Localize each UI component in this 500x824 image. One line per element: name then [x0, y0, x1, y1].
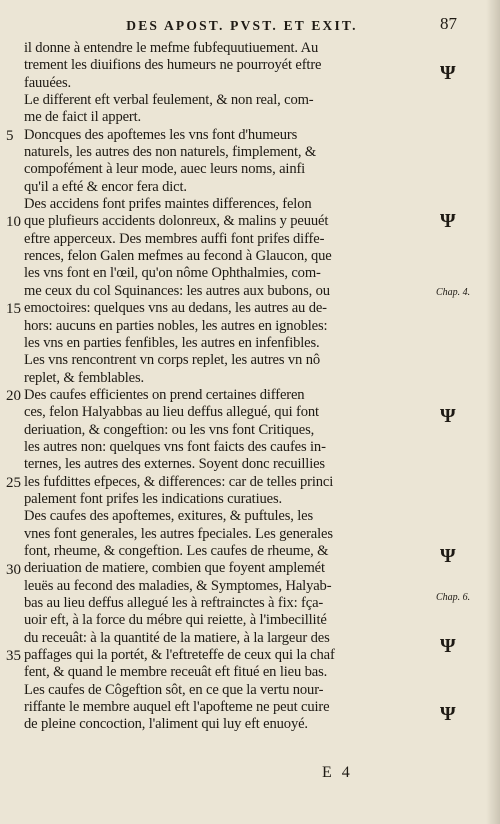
- paragraph-mark-icon: Ψ: [440, 210, 456, 232]
- text-line: qu'il a efté & encor fera dict.: [24, 178, 187, 195]
- text-line: me de faict il appert.: [24, 109, 142, 126]
- text-line: les autres non: quelques vns font faicts des caufes in-: [24, 438, 326, 455]
- paragraph-mark-icon: Ψ: [440, 703, 456, 725]
- text-line: paffages qui la portét, & l'eftreteffe de ceux qui la chaf: [24, 647, 335, 664]
- text-line: que plufieurs accidents dolonreux, & malins y peuuét: [24, 213, 329, 230]
- text-line: compofément à leur mode, auec leurs noms, ainfi: [24, 161, 306, 178]
- text-line: Le different eft verbal feulement, & non real, com-: [24, 92, 314, 109]
- text-line: du receuât: à la quantité de la matiere, à la largeur des: [24, 629, 330, 646]
- text-line: naturels, les autres des non naturels, fimplement, &: [24, 144, 317, 161]
- line-number: 10: [6, 214, 21, 230]
- text-line: eftre apperceux. Des membres auffi font prifes diffe-: [24, 230, 325, 247]
- text-line: vnes font generales, les autres fpeciales. Les generales: [24, 525, 333, 542]
- paragraph-mark-icon: Ψ: [440, 545, 456, 567]
- text-line: Doncques des apoftemes les vns font d'humeurs: [24, 126, 298, 143]
- text-line: emoctoires: quelques vns au dedans, les autres au de-: [24, 300, 327, 317]
- page-number: 87: [440, 14, 457, 33]
- text-line: leuës au fecond des maladies, & Symptomes, Halyab-: [24, 577, 332, 594]
- text-line: fent, & quand le membre receuât eft fitué en lieu bas.: [24, 664, 328, 681]
- text-line: fauuées.: [24, 74, 72, 91]
- paragraph-mark-icon: Ψ: [440, 405, 456, 427]
- text-line: bas au lieu deffus allegué les à reftrainctes à fix: fça-: [24, 595, 324, 611]
- text-line: replet, & femblables.: [24, 369, 145, 386]
- text-line: ces, felon Halyabbas au lieu deffus allegué, qui font: [24, 404, 319, 421]
- text-line: les vns en parties fenfibles, les autres en infenfibles.: [24, 334, 320, 351]
- line-number: 20: [6, 388, 21, 404]
- text-line: hors: aucuns en parties nobles, les autres en ignobles:: [24, 317, 328, 334]
- text-line: Des accidens font prifes maintes differences, felon: [24, 196, 312, 213]
- text-line: Des caufes des apoftemes, exitures, & puftules, les: [24, 508, 313, 525]
- text-line: deriuation, & congeftion: ou les vns font Critiques,: [24, 421, 315, 438]
- text-line: de pleine concoction, l'aliment qui luy eft enuoyé.: [24, 716, 308, 733]
- text-line: deriuation de matiere, combien que foyent amplemét: [24, 560, 325, 577]
- signature-mark: E 4: [322, 764, 353, 781]
- paragraph-mark-icon: Ψ: [440, 62, 456, 84]
- margin-note-chapter: Chap. 4.: [436, 287, 471, 298]
- line-number: 35: [6, 648, 21, 664]
- text-line: uoir eft, à la force du mébre qui reiette, à l'imbecillité: [24, 612, 327, 629]
- text-line: Les vns rencontrent vn corps replet, les autres vn nô: [24, 352, 320, 369]
- running-title: DES APOST. PVST. ET EXIT.: [126, 18, 358, 33]
- line-number: 25: [6, 475, 21, 491]
- text-line: Les caufes de Côgeftion sôt, en ce que la vertu nour-: [24, 681, 324, 698]
- text-line: rences, felon Galen mefmes au fecond à Glaucon, que: [24, 248, 332, 265]
- margin-note-chapter: Chap. 6.: [436, 592, 471, 603]
- paragraph-mark-icon: Ψ: [440, 635, 456, 657]
- text-line: les vns font en l'œil, qu'on nôme Ophthalmies, com-: [24, 265, 321, 282]
- text-line: Des caufes efficientes on prend certaines differen: [24, 386, 305, 403]
- line-number: 30: [6, 562, 21, 578]
- text-line: me ceux du col Squinances: les autres aux bubons, ou: [24, 282, 330, 299]
- text-line: palement font prifes les indications curatiues.: [24, 490, 282, 507]
- text-line: font, rheume, & congeftion. Les caufes de rheume, &: [24, 542, 329, 559]
- text-body: [24, 40, 432, 734]
- page-edge-shadow: [486, 0, 500, 824]
- text-line: ternes, les autres des externes. Soyent donc recuillies: [24, 456, 325, 473]
- line-number: 15: [6, 301, 21, 317]
- text-line: il donne à entendre le mefme fubfequutiuement. Au: [24, 40, 319, 56]
- text-line: trement les diuifions des humeurs ne pourroyét eftre: [24, 57, 322, 74]
- text-line: les fufdittes efpeces, & differences: car de telles princi: [24, 473, 334, 490]
- line-number: 5: [6, 128, 14, 144]
- text-line: riffante le membre auquel eft l'apofteme ne peut cuire: [24, 699, 330, 716]
